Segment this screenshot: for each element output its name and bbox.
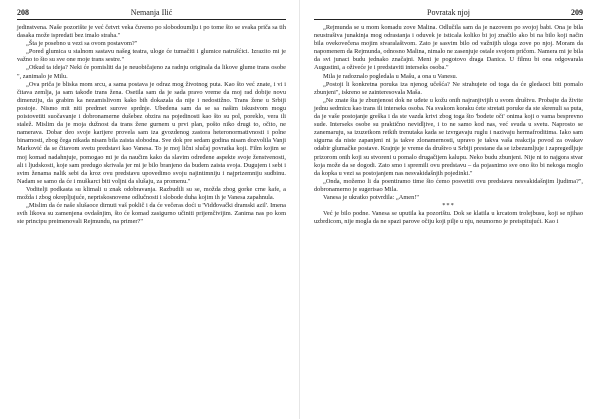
paragraph: jedinstvena. Naše pozorište je već četvrt veka čuveno po slobodoumlju i po tome što se svaka priča sa tih dasaka može ispredati bez imalo straha." bbox=[17, 24, 286, 40]
paragraph: Već je bilo podne. Vanesa se uputila ka pozorištu. Dok se klatila u krcatom trolejbusu, koji se njihao uzbrdicom, nije mogla da ne spazi parove očiju koji pilje u nju, neumorno je preispitujući. Kao i bbox=[314, 210, 583, 226]
paragraph: „Onda, možemo li da poentiramo time što ćemo posvetiti ovu predstavu nesvakidašnjim ljudima?", dobronamerno je sugerisao Mila. bbox=[314, 177, 583, 193]
paragraph: Voditelji podkasta su klimali u znak odobravanja. Razbudili su se, možda zbog gorke crne kafe, a možda i zbog okrepljujuće, nepriskosnovene odlučnosti i slobode duha kojim ih je Vanesa zapahnula. bbox=[17, 185, 286, 201]
paragraph: „Otkud ta ideja? Neki će pomisliti da je neuobičajeno za radnju originala da likove glume trans osobe ", zanimalo je Milu. bbox=[17, 64, 286, 80]
running-head: Nemanja Ilić bbox=[130, 8, 173, 17]
left-page-body bbox=[17, 24, 286, 226]
paragraph: „Ne znate šta je zbunjenost dok ne uđete u kožu onih najranjivijih u svom društvu. Probajte da živite jednu sedmicu kao trans ili interseks osoba. Na svakom koraku ćete stretati poruke da ste skrenuli sa puta, da je vaše postojanje greška i da ste vazda krivi zbog toga što 'bodete oči' onima koji o vama besprevno sude. Interseks osobe su praktično nevidljive, i to ne samo kod nas, već svuda u svetu. Naprosto se zanemaruju, sa izuzetkom retkih trenutaka kada se izvrgavaju ruglu i nazivaju hermafroditima. Iako sam sigurna da niste zapanjeni ni ja takve zlonamernosti, upravo je takva vaša reakcija povod za ovakav odabir glumačke postave. Krajnje je vreme da društvo u Srbiji prestane da se izbezumljuje i zapregedljuje prizorom onih koji su stvoreni u pomalo drugačijem kalupu. Neko budu zbunjeni. Nije ni to najgora stvar koja može da se dogodi. Zato smo i spremili ovu predstavu – da pojasnimo sve ono što bi nekoga moglo da kopka u vezi sa postojanjem nas nesvakidašnjih pojedinki." bbox=[314, 96, 584, 177]
paragraph: „Postoji li konkretna poruka iza njenog učešća? Ne strahujete od toga da će gledaoci biti pomalo zbunjeni", iskreno se zainteresovala Maša. bbox=[314, 80, 583, 96]
right-page-header bbox=[314, 8, 583, 20]
paragraph: „Ova priča je bliska mom srcu, a sama postava je odraz mog životnog puta. Kao što već znate, i vi i čitava zemlja, ja sam takođe trans žena. Osetila sam da je sada pravo vreme da moj rad dobije novu dimenziju, da grabim ka nezamislivom kako bih dokazala da nije i nedostižno. Trans žene u Srbiji postoje. Nismo mit niti predmet surove sprdnje. Ubedena sam da se sa našim iskustvom mogu poistovetiti suočavanje i dobronamerne dušebez obzira na pojedinosti kao što su pol, poreklo, vera ili stalež. Mislim da je moja dužnost da trans žene gurnem u prvi plan, pošto niko drugi to, očito, ne namerava. Dobar deo svoje karijere provela sam iza gvozdenog zastora heteronormativnosti i polne binarnosti, zbog čega nikada nisam bila zaista slobodna. Sve dok pre sedam godina nisam dozvolila Vanji Marković da se čitavom svetu predstavi kao Vanesa. To je moj lični slučaj povratka koji. Film kojim se moj komad nadahnjuje, pomogao mi je da naučim kako da slavim određene aspekte svoje ženstvenosti, ali i ljudskosti, koje sam predugo skrivala jer mi je bilo branjeno da budem zaista svoja. Dugujem i sebi i svim ženama nalik sebi da kroz ovu predstavu upovedimo svoju najintimniju i najprizemniju sudbinu. Nadam se samo da će i muškarci biti voljni da slušaju, za promenu." bbox=[17, 80, 286, 185]
paragraph: „Mislim da će naše slušaoce dirnuti vaš poklič i da će večeras doći u 'Vidđovački dramski azil'. Imena svih likova su zamenjena ovdašnjim, što će komad zasigurno učiniti prijemčivijim. Zanima nas po kom ste principu preimenovali Rejmundu, na primer?" bbox=[17, 202, 286, 226]
paragraph: „Rejmunda se u mom komadu zove Malina. Odlučila sam da je nazovem po svojoj babi. Ona je bila neustrašiva junakinja mog odrastanja i oduvek je isticala koliko bi joj značilo ako bi na bilo koji način bila ovekovečena mojim stvaralaštvom. Zato je sasvim bilo od važnijih uloga zove po njoj. Moram da napomenem da Rejmunda, odnosno Malina, nimalo ne zasenjuje ostale svojom pričom. Namera mi je bila da svi junaci budu jednako značajni. Meni je pogotovo draga Danica. U filmu bi ona odgovarala Augustini, a oživeće je i predstaviti interseks osoba." bbox=[314, 24, 584, 72]
right-page bbox=[300, 0, 600, 419]
paragraph: „Pored glumica u stalnom sastavu našeg teatra, uloge će tumačiti i glumice natrušćici. Izrazito mi je važno to što su sve one moje trans sestre." bbox=[17, 48, 286, 64]
left-page-header bbox=[17, 8, 286, 20]
paragraph: Mila je radoznalo pogledala u Mašu, a ona u Vanesu. bbox=[323, 72, 458, 80]
page-number: 209 bbox=[570, 8, 583, 17]
page-number: 208 bbox=[17, 8, 29, 17]
running-head: Povratak njoj bbox=[427, 8, 470, 17]
right-page-body bbox=[314, 24, 583, 226]
paragraph: Vanesa je ukratko potvrdila: „Amen!" bbox=[323, 193, 419, 201]
paragraph: „Šta je posebno u vezi sa ovom postavom?" bbox=[26, 40, 138, 48]
section-separator: *** bbox=[442, 202, 455, 210]
